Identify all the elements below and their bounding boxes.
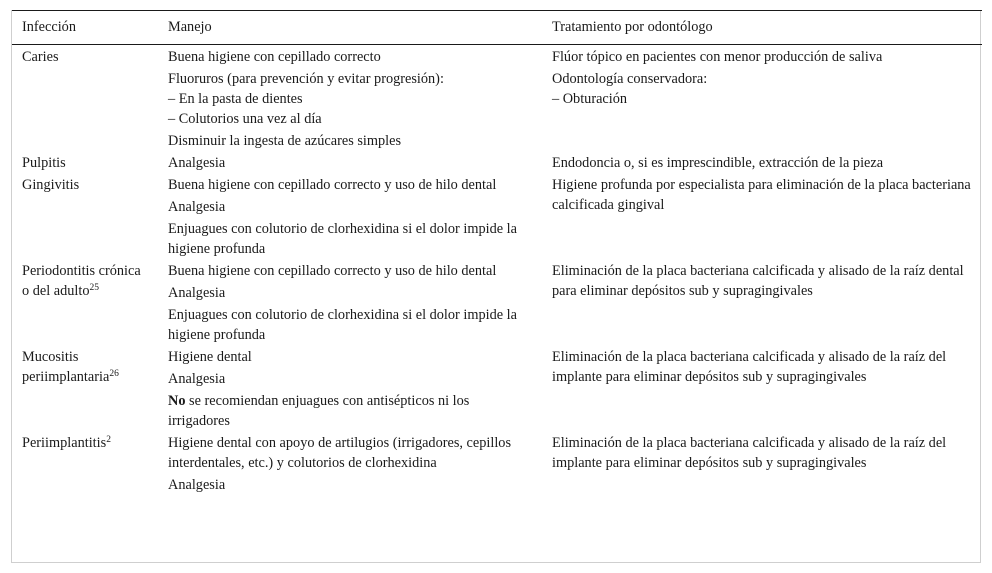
infeccion-name: Pulpitis [22, 155, 66, 171]
table-row-pulpitis [12, 153, 982, 175]
cell-infeccion [12, 347, 158, 433]
cell-tratamiento [542, 261, 982, 347]
cell-infeccion [12, 261, 158, 347]
cell-manejo [158, 175, 542, 261]
infection-table [11, 10, 981, 563]
manejo-line: Buena higiene con cepillado correcto y uso de hilo dental [168, 177, 497, 193]
infeccion-label: Periimplantitis [22, 435, 107, 451]
cell-infeccion [12, 153, 158, 175]
tratamiento-line: – Obturación [552, 91, 628, 107]
infeccion-label: Periodontitis crónica o del adulto [22, 263, 141, 299]
cell-manejo [158, 261, 542, 347]
manejo-line: Higiene dental [168, 349, 252, 365]
manejo-line [168, 391, 532, 431]
tratamiento-line: Flúor tópico en pacientes con menor producción de saliva [552, 49, 883, 65]
cell-manejo [158, 153, 542, 175]
tratamiento-line: Eliminación de la placa bacteriana calcificada y alisado de la raíz dental para eliminar depósitos sub y supragingivales [552, 263, 964, 299]
table-header [12, 11, 982, 45]
tratamiento-line: Odontología conservadora: [552, 71, 708, 87]
manejo-line: Enjuagues con colutorio de clorhexidina si el dolor impide la higiene profunda [168, 307, 517, 343]
tratamiento-line: Eliminación de la placa bacteriana calcificada y alisado de la raíz del implante para eliminar depósitos sub y supragingivales [552, 349, 947, 385]
cell-tratamiento [542, 153, 982, 175]
table-row-gingivitis [12, 175, 982, 261]
infeccion-name [22, 347, 148, 387]
cell-infeccion [12, 45, 158, 154]
table-row-mucositis [12, 347, 982, 433]
cell-tratamiento [542, 175, 982, 261]
manejo-line: Disminuir la ingesta de azúcares simples [168, 133, 402, 149]
infeccion-name: Gingivitis [22, 177, 80, 193]
manejo-line: Analgesia [168, 371, 226, 387]
manejo-line: Analgesia [168, 477, 226, 493]
header-manejo: Manejo [158, 11, 542, 45]
no-emphasis: No [168, 393, 186, 409]
manejo-line: Analgesia [168, 155, 226, 171]
cell-manejo [158, 347, 542, 433]
manejo-line: Buena higiene con cepillado correcto [168, 49, 381, 65]
manejo-no-rest: se recomiendan enjuagues con antisépticos ni los irrigadores [168, 393, 470, 429]
table-row-periimplantitis [12, 433, 982, 497]
reference-sup: 25 [89, 283, 99, 293]
manejo-line: – En la pasta de dientes [168, 91, 303, 107]
manejo-line: Fluoruros (para prevención y evitar progresión): [168, 71, 444, 87]
tratamiento-line: Endodoncia o, si es imprescindible, extracción de la pieza [552, 155, 884, 171]
manejo-line: Enjuagues con colutorio de clorhexidina si el dolor impide la higiene profunda [168, 221, 517, 257]
cell-infeccion [12, 175, 158, 261]
tratamiento-line: Eliminación de la placa bacteriana calcificada y alisado de la raíz del implante para eliminar depósitos sub y supragingivales [552, 435, 947, 471]
cell-tratamiento [542, 433, 982, 497]
manejo-line: Higiene dental con apoyo de artilugios (irrigadores, cepillos interdentales, etc.) y colutorios de clorhexidina [168, 435, 512, 471]
manejo-line: Analgesia [168, 199, 226, 215]
infeccion-name [22, 261, 148, 301]
cell-manejo [158, 433, 542, 497]
manejo-line: Buena higiene con cepillado correcto y uso de hilo dental [168, 263, 497, 279]
header-tratamiento: Tratamiento por odontólogo [542, 11, 982, 45]
manejo-line: Analgesia [168, 285, 226, 301]
table [12, 10, 982, 497]
table-row-caries [12, 45, 982, 154]
cell-tratamiento [542, 347, 982, 433]
header-infeccion: Infección [12, 11, 158, 45]
infeccion-name: Caries [22, 49, 59, 65]
cell-manejo [158, 45, 542, 154]
infeccion-label: Mucositis periimplantaria [22, 349, 110, 385]
manejo-line: – Colutorios una vez al día [168, 111, 322, 127]
reference-sup: 26 [109, 369, 119, 379]
table-row-periodontitis [12, 261, 982, 347]
tratamiento-line: Higiene profunda por especialista para eliminación de la placa bacteriana calcificada gingival [552, 177, 971, 213]
cell-infeccion [12, 433, 158, 497]
cell-tratamiento [542, 45, 982, 154]
infeccion-name [22, 433, 148, 453]
reference-sup: 2 [106, 435, 111, 445]
